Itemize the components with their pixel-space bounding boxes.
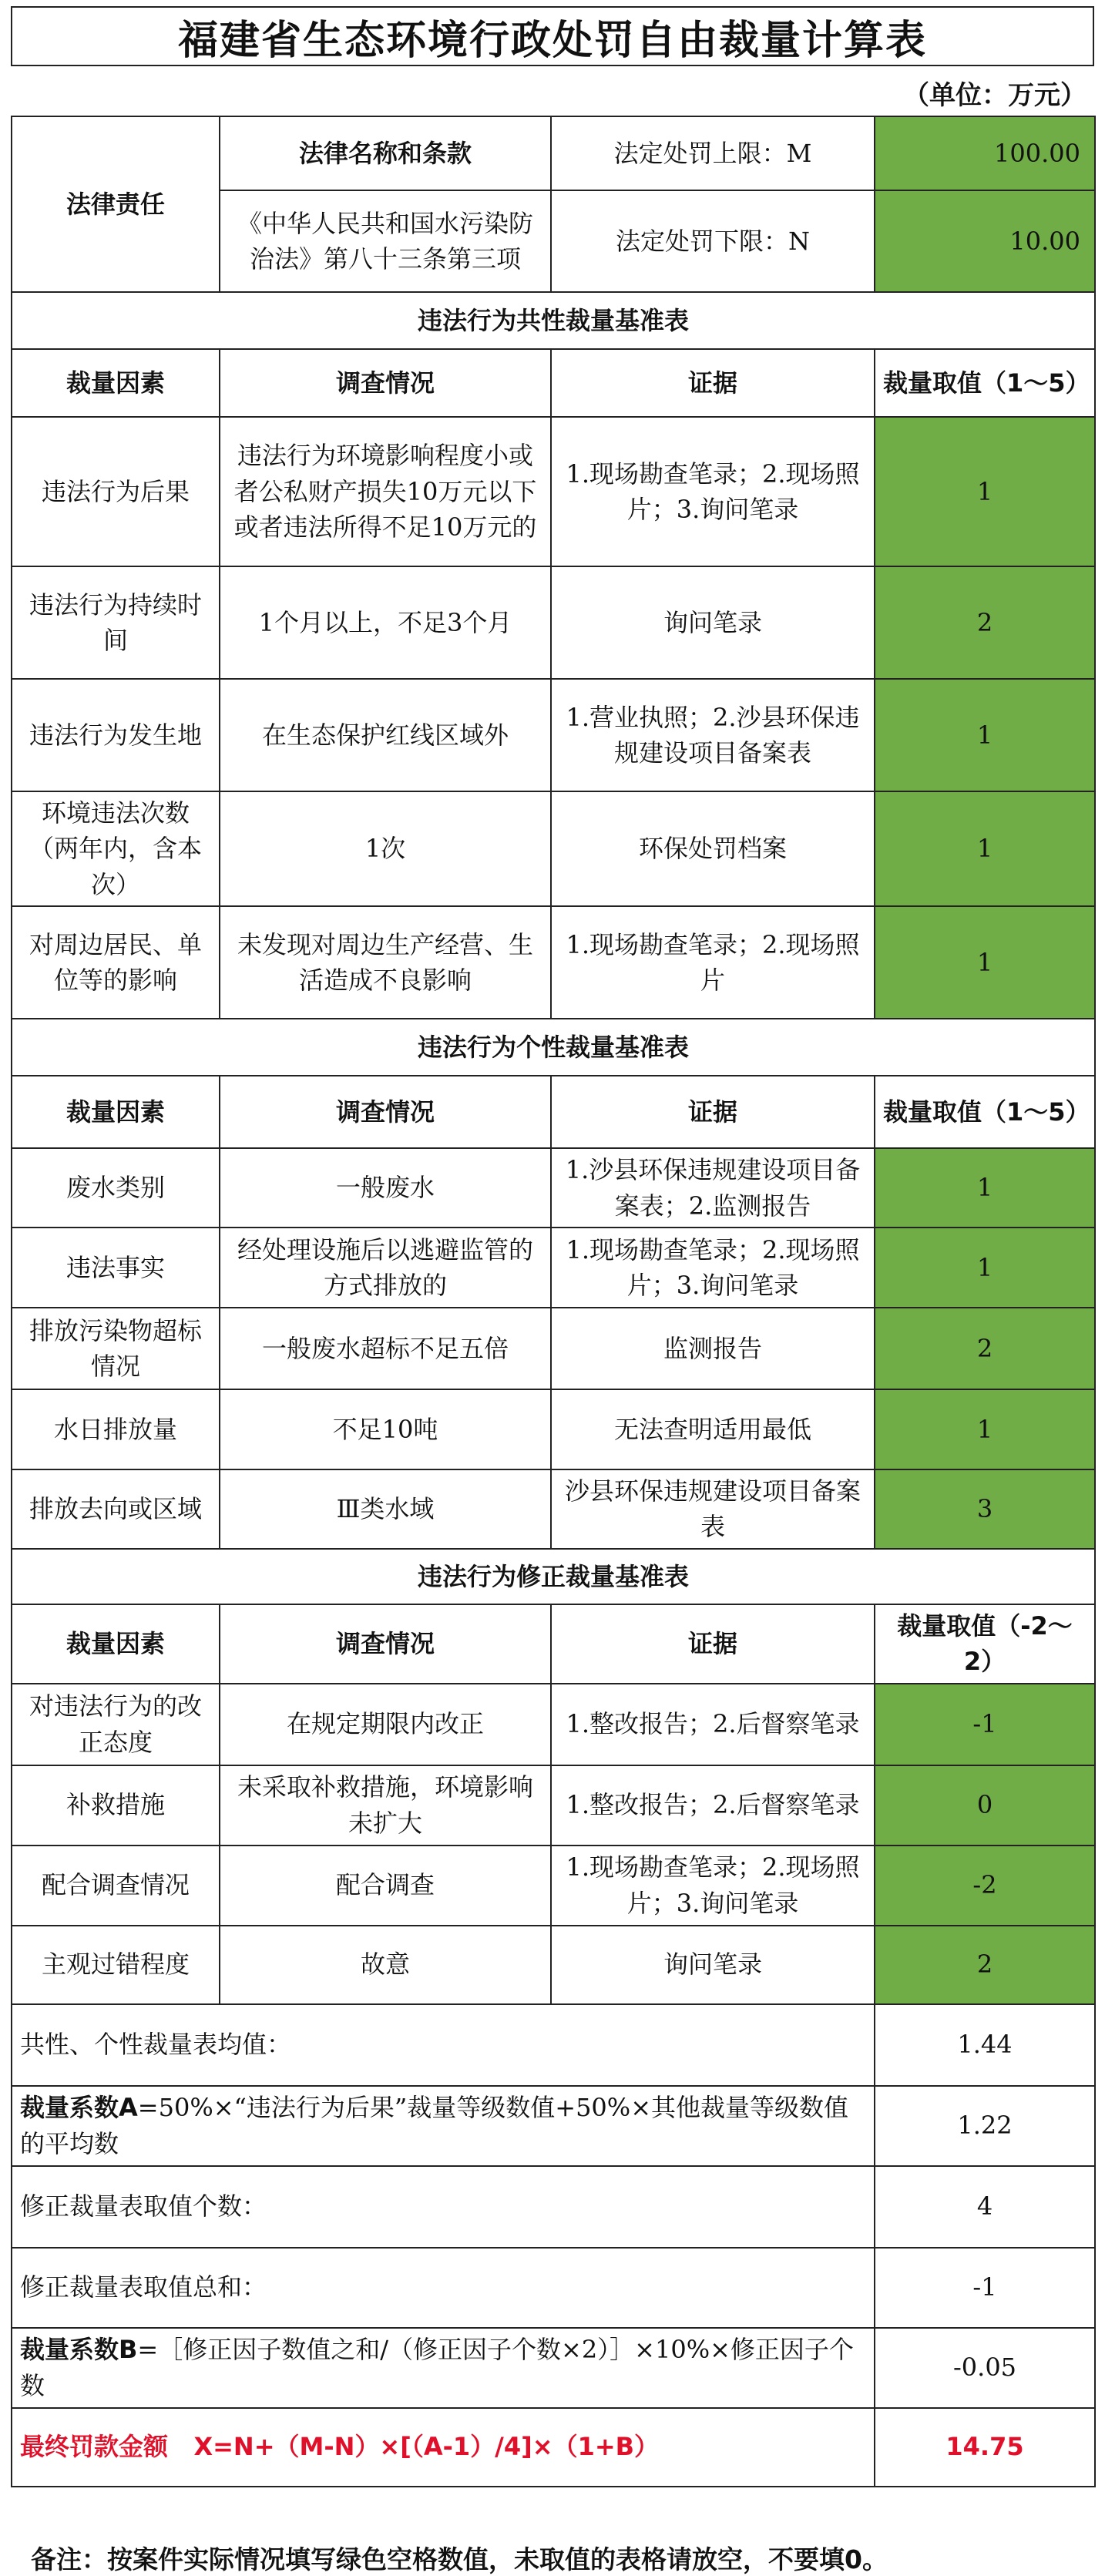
coef-b-description	[12, 2328, 875, 2408]
table-row	[12, 1228, 1095, 1308]
table-row	[12, 791, 1095, 906]
header-survey: 调查情况	[220, 1604, 551, 1684]
evidence-cell: 询问笔录	[551, 1926, 875, 2004]
summary-count-row	[12, 2166, 1095, 2248]
value-input[interactable]: 1	[875, 417, 1095, 566]
final-amount-description	[12, 2408, 875, 2487]
evidence-cell: 沙县环保违规建设项目备案表	[551, 1469, 875, 1549]
table-row	[12, 1684, 1095, 1765]
survey-cell: 1次	[220, 791, 551, 906]
table-row	[12, 1846, 1095, 1926]
correction-section-title-row	[12, 1549, 1095, 1604]
upper-limit-label: 法定处罚上限：M	[551, 116, 875, 190]
coef-a-name: 裁量系数A	[20, 2093, 138, 2123]
evidence-cell: 1.现场勘查笔录；2.现场照片；3.询问笔录	[551, 417, 875, 566]
value-input[interactable]: 1	[875, 1228, 1095, 1308]
table-row	[12, 906, 1095, 1019]
value-input[interactable]: 1	[875, 1389, 1095, 1469]
survey-cell: 一般废水	[220, 1148, 551, 1228]
header-factor: 裁量因素	[12, 349, 220, 417]
unit-label: （单位：万元）	[903, 80, 1087, 111]
value-input[interactable]: 1	[875, 679, 1095, 791]
factor-cell: 主观过错程度	[12, 1926, 220, 2004]
survey-cell: 配合调查	[220, 1846, 551, 1926]
correction-section-title: 违法行为修正裁量基准表	[12, 1549, 1095, 1604]
sum-label: 修正裁量表取值总和：	[12, 2248, 875, 2328]
coef-b-formula: =［修正因子数值之和/（修正因子个数×2）］×10%×修正因子个数	[20, 2335, 854, 2400]
final-amount-label: 最终罚款金额	[20, 2432, 169, 2462]
factor-cell: 排放污染物超标情况	[12, 1308, 220, 1389]
evidence-cell: 1.营业执照；2.沙县环保违规建设项目备案表	[551, 679, 875, 791]
summary-avg-row	[12, 2004, 1095, 2086]
header-factor: 裁量因素	[12, 1604, 220, 1684]
evidence-cell: 监测报告	[551, 1308, 875, 1389]
evidence-cell: 1.整改报告；2.后督察笔录	[551, 1765, 875, 1846]
summary-coef-a-row	[12, 2086, 1095, 2166]
sum-value: -1	[875, 2248, 1095, 2328]
common-section-title: 违法行为共性裁量基准表	[12, 292, 1095, 349]
coef-a-description	[12, 2086, 875, 2166]
value-input[interactable]: 3	[875, 1469, 1095, 1549]
coef-a-value: 1.22	[875, 2086, 1095, 2166]
lower-limit-label: 法定处罚下限：N	[551, 190, 875, 292]
legal-label: 法律责任	[12, 116, 220, 292]
survey-cell: 一般废水超标不足五倍	[220, 1308, 551, 1389]
survey-cell: 故意	[220, 1926, 551, 2004]
table-row	[12, 1926, 1095, 2004]
final-amount-row	[12, 2408, 1095, 2487]
header-evidence: 证据	[551, 1076, 875, 1148]
factor-cell: 水日排放量	[12, 1389, 220, 1469]
coef-b-name: 裁量系数B	[20, 2335, 138, 2365]
value-input[interactable]: 0	[875, 1765, 1095, 1846]
summary-coef-b-row	[12, 2328, 1095, 2408]
factor-cell: 违法行为后果	[12, 417, 220, 566]
evidence-cell: 无法查明适用最低	[551, 1389, 875, 1469]
header-value: 裁量取值（1～5）	[875, 349, 1095, 417]
value-input[interactable]: 1	[875, 1148, 1095, 1228]
header-survey: 调查情况	[220, 1076, 551, 1148]
count-value: 4	[875, 2166, 1095, 2248]
value-input[interactable]: 2	[875, 566, 1095, 679]
common-header-row	[12, 349, 1095, 417]
common-section-title-row	[12, 292, 1095, 349]
factor-cell: 环境违法次数（两年内，含本次）	[12, 791, 220, 906]
table-row	[12, 566, 1095, 679]
survey-cell: 违法行为环境影响程度小或者公私财产损失10万元以下或者违法所得不足10万元的	[220, 417, 551, 566]
sheet-title: 福建省生态环境行政处罚自由裁量计算表	[11, 6, 1094, 66]
lower-limit-input[interactable]: 10.00	[875, 190, 1095, 292]
table-row	[12, 1765, 1095, 1846]
factor-cell: 对违法行为的改正态度	[12, 1684, 220, 1765]
factor-cell: 补救措施	[12, 1765, 220, 1846]
survey-cell: 在规定期限内改正	[220, 1684, 551, 1765]
avg-label: 共性、个性裁量表均值：	[12, 2004, 875, 2086]
legal-row-upper	[12, 116, 1095, 190]
evidence-cell: 询问笔录	[551, 566, 875, 679]
evidence-cell: 环保处罚档案	[551, 791, 875, 906]
table-row	[12, 679, 1095, 791]
individual-section-title: 违法行为个性裁量基准表	[12, 1019, 1095, 1076]
calculation-table	[11, 116, 1096, 2487]
survey-cell: 1个月以上，不足3个月	[220, 566, 551, 679]
survey-cell: 不足10吨	[220, 1389, 551, 1469]
final-amount-formula: X=N+（M-N）×[（A-1）/4]×（1+B）	[193, 2432, 660, 2462]
factor-cell: 排放去向或区域	[12, 1469, 220, 1549]
count-label: 修正裁量表取值个数：	[12, 2166, 875, 2248]
value-input[interactable]: 2	[875, 1308, 1095, 1389]
factor-cell: 对周边居民、单位等的影响	[12, 906, 220, 1019]
factor-cell: 违法行为持续时间	[12, 566, 220, 679]
coef-a-formula: =50%×“违法行为后果”裁量等级数值+50%×其他裁量等级数值的平均数	[20, 2093, 849, 2158]
individual-section-title-row	[12, 1019, 1095, 1076]
factor-cell: 配合调查情况	[12, 1846, 220, 1926]
header-evidence: 证据	[551, 1604, 875, 1684]
header-factor: 裁量因素	[12, 1076, 220, 1148]
value-input[interactable]: -1	[875, 1684, 1095, 1765]
evidence-cell: 1.现场勘查笔录；2.现场照片	[551, 906, 875, 1019]
upper-limit-input[interactable]: 100.00	[875, 116, 1095, 190]
avg-value: 1.44	[875, 2004, 1095, 2086]
law-header: 法律名称和条款	[220, 116, 551, 190]
header-value: 裁量取值（-2～2）	[875, 1604, 1095, 1684]
header-survey: 调查情况	[220, 349, 551, 417]
header-evidence: 证据	[551, 349, 875, 417]
table-row	[12, 1389, 1095, 1469]
value-input[interactable]: -2	[875, 1846, 1095, 1926]
factor-cell: 违法行为发生地	[12, 679, 220, 791]
coef-b-value: -0.05	[875, 2328, 1095, 2408]
survey-cell: 未采取补救措施，环境影响未扩大	[220, 1765, 551, 1846]
footnote: 备注：按案件实际情况填写绿色空格数值，未取值的表格请放空，不要填0。	[31, 2544, 888, 2574]
survey-cell: Ⅲ类水域	[220, 1469, 551, 1549]
summary-sum-row	[12, 2248, 1095, 2328]
table-row	[12, 1308, 1095, 1389]
table-row	[12, 1148, 1095, 1228]
final-amount-value: 14.75	[875, 2408, 1095, 2487]
evidence-cell: 1.整改报告；2.后督察笔录	[551, 1684, 875, 1765]
table-row	[12, 417, 1095, 566]
evidence-cell: 1.现场勘查笔录；2.现场照片；3.询问笔录	[551, 1846, 875, 1926]
value-input[interactable]: 1	[875, 906, 1095, 1019]
evidence-cell: 1.现场勘查笔录；2.现场照片；3.询问笔录	[551, 1228, 875, 1308]
survey-cell: 未发现对周边生产经营、生活造成不良影响	[220, 906, 551, 1019]
header-value: 裁量取值（1～5）	[875, 1076, 1095, 1148]
table-row	[12, 1469, 1095, 1549]
survey-cell: 在生态保护红线区域外	[220, 679, 551, 791]
factor-cell: 废水类别	[12, 1148, 220, 1228]
law-name: 《中华人民共和国水污染防治法》第八十三条第三项	[220, 190, 551, 292]
value-input[interactable]: 1	[875, 791, 1095, 906]
evidence-cell: 1.沙县环保违规建设项目备案表；2.监测报告	[551, 1148, 875, 1228]
individual-header-row	[12, 1076, 1095, 1148]
value-input[interactable]: 2	[875, 1926, 1095, 2004]
factor-cell: 违法事实	[12, 1228, 220, 1308]
survey-cell: 经处理设施后以逃避监管的方式排放的	[220, 1228, 551, 1308]
correction-header-row	[12, 1604, 1095, 1684]
